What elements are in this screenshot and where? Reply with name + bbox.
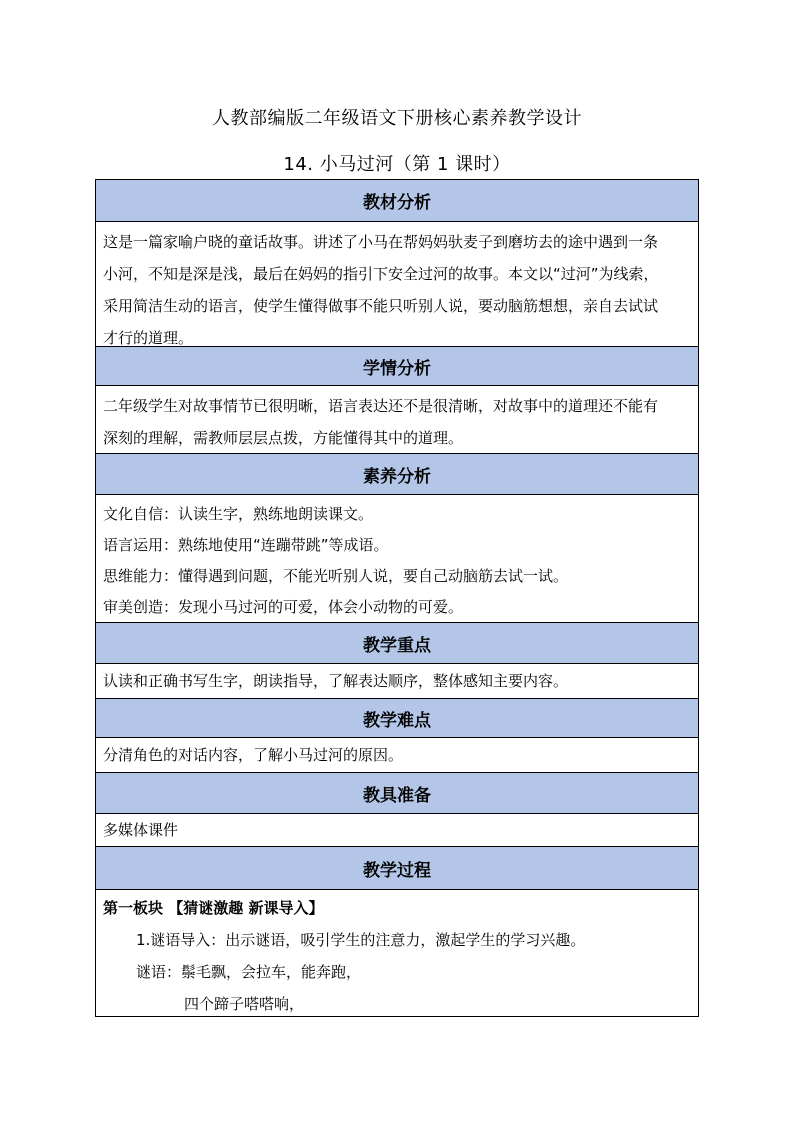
text-line: 多媒体课件 xyxy=(103,821,179,839)
section-header-student-analysis: 学情分析 xyxy=(96,347,698,386)
text-line: 思维能力：懂得遇到问题，不能光听别人说，要自己动脑筋去试一试。 xyxy=(103,567,569,585)
section-header-difficulties: 教学难点 xyxy=(96,699,698,738)
section-body-teaching-process xyxy=(96,890,698,1016)
text-line: 认读和正确书写生字，朗读指导，了解表达顺序，整体感知主要内容。 xyxy=(103,672,569,690)
section-body-difficulties xyxy=(96,738,698,773)
section-header-teaching-aids: 教具准备 xyxy=(96,773,698,814)
text-line: 才行的道理。 xyxy=(103,329,194,347)
process-step: 1.谜语导入：出示谜语，吸引学生的注意力，激起学生的学习兴趣。 xyxy=(136,931,586,949)
process-block-title: 第一板块 【猜谜激趣 新课导入】 xyxy=(103,899,324,917)
section-body-competency-analysis xyxy=(96,495,698,623)
text-line: 采用简洁生动的语言，使学生懂得做事不能只听别人说，要动脑筋想想，亲自去试试 xyxy=(103,297,659,315)
text-line: 文化自信：认读生字，熟练地朗读课文。 xyxy=(103,505,374,523)
section-header-key-points: 教学重点 xyxy=(96,623,698,664)
section-header-teaching-process: 教学过程 xyxy=(96,847,698,890)
text-line: 审美创造：发现小马过河的可爱，体会小动物的可爱。 xyxy=(103,598,464,616)
riddle-line: 四个蹄子嗒嗒响， xyxy=(184,995,305,1013)
lesson-plan-table xyxy=(95,179,699,1017)
text-line: 语言运用：熟练地使用“连蹦带跳”等成语。 xyxy=(103,536,389,554)
text-line: 二年级学生对故事情节已很明晰，语言表达还不是很清晰，对故事中的道理还不能有 xyxy=(103,397,659,415)
lesson-subtitle: 14. 小马过河（第 1 课时） xyxy=(283,154,511,175)
document-title: 人教部编版二年级语文下册核心素养教学设计 xyxy=(212,108,582,129)
text-line: 分清角色的对话内容，了解小马过河的原因。 xyxy=(103,746,404,764)
text-line: 小河，不知是深是浅，最后在妈妈的指引下安全过河的故事。本文以“过河”为线索， xyxy=(103,265,659,283)
section-header-competency-analysis: 素养分析 xyxy=(96,454,698,495)
text-line: 深刻的理解，需教师层层点拨，方能懂得其中的道理。 xyxy=(103,429,464,447)
section-body-student-analysis xyxy=(96,386,698,454)
section-body-teaching-aids xyxy=(96,814,698,847)
section-header-textbook-analysis: 教材分析 xyxy=(96,180,698,222)
riddle-line: 谜语：鬃毛飘，会拉车，能奔跑， xyxy=(136,963,362,981)
text-line: 这是一篇家喻户晓的童话故事。讲述了小马在帮妈妈驮麦子到磨坊去的途中遇到一条 xyxy=(103,233,659,251)
section-body-key-points xyxy=(96,664,698,699)
section-body-textbook-analysis xyxy=(96,222,698,347)
